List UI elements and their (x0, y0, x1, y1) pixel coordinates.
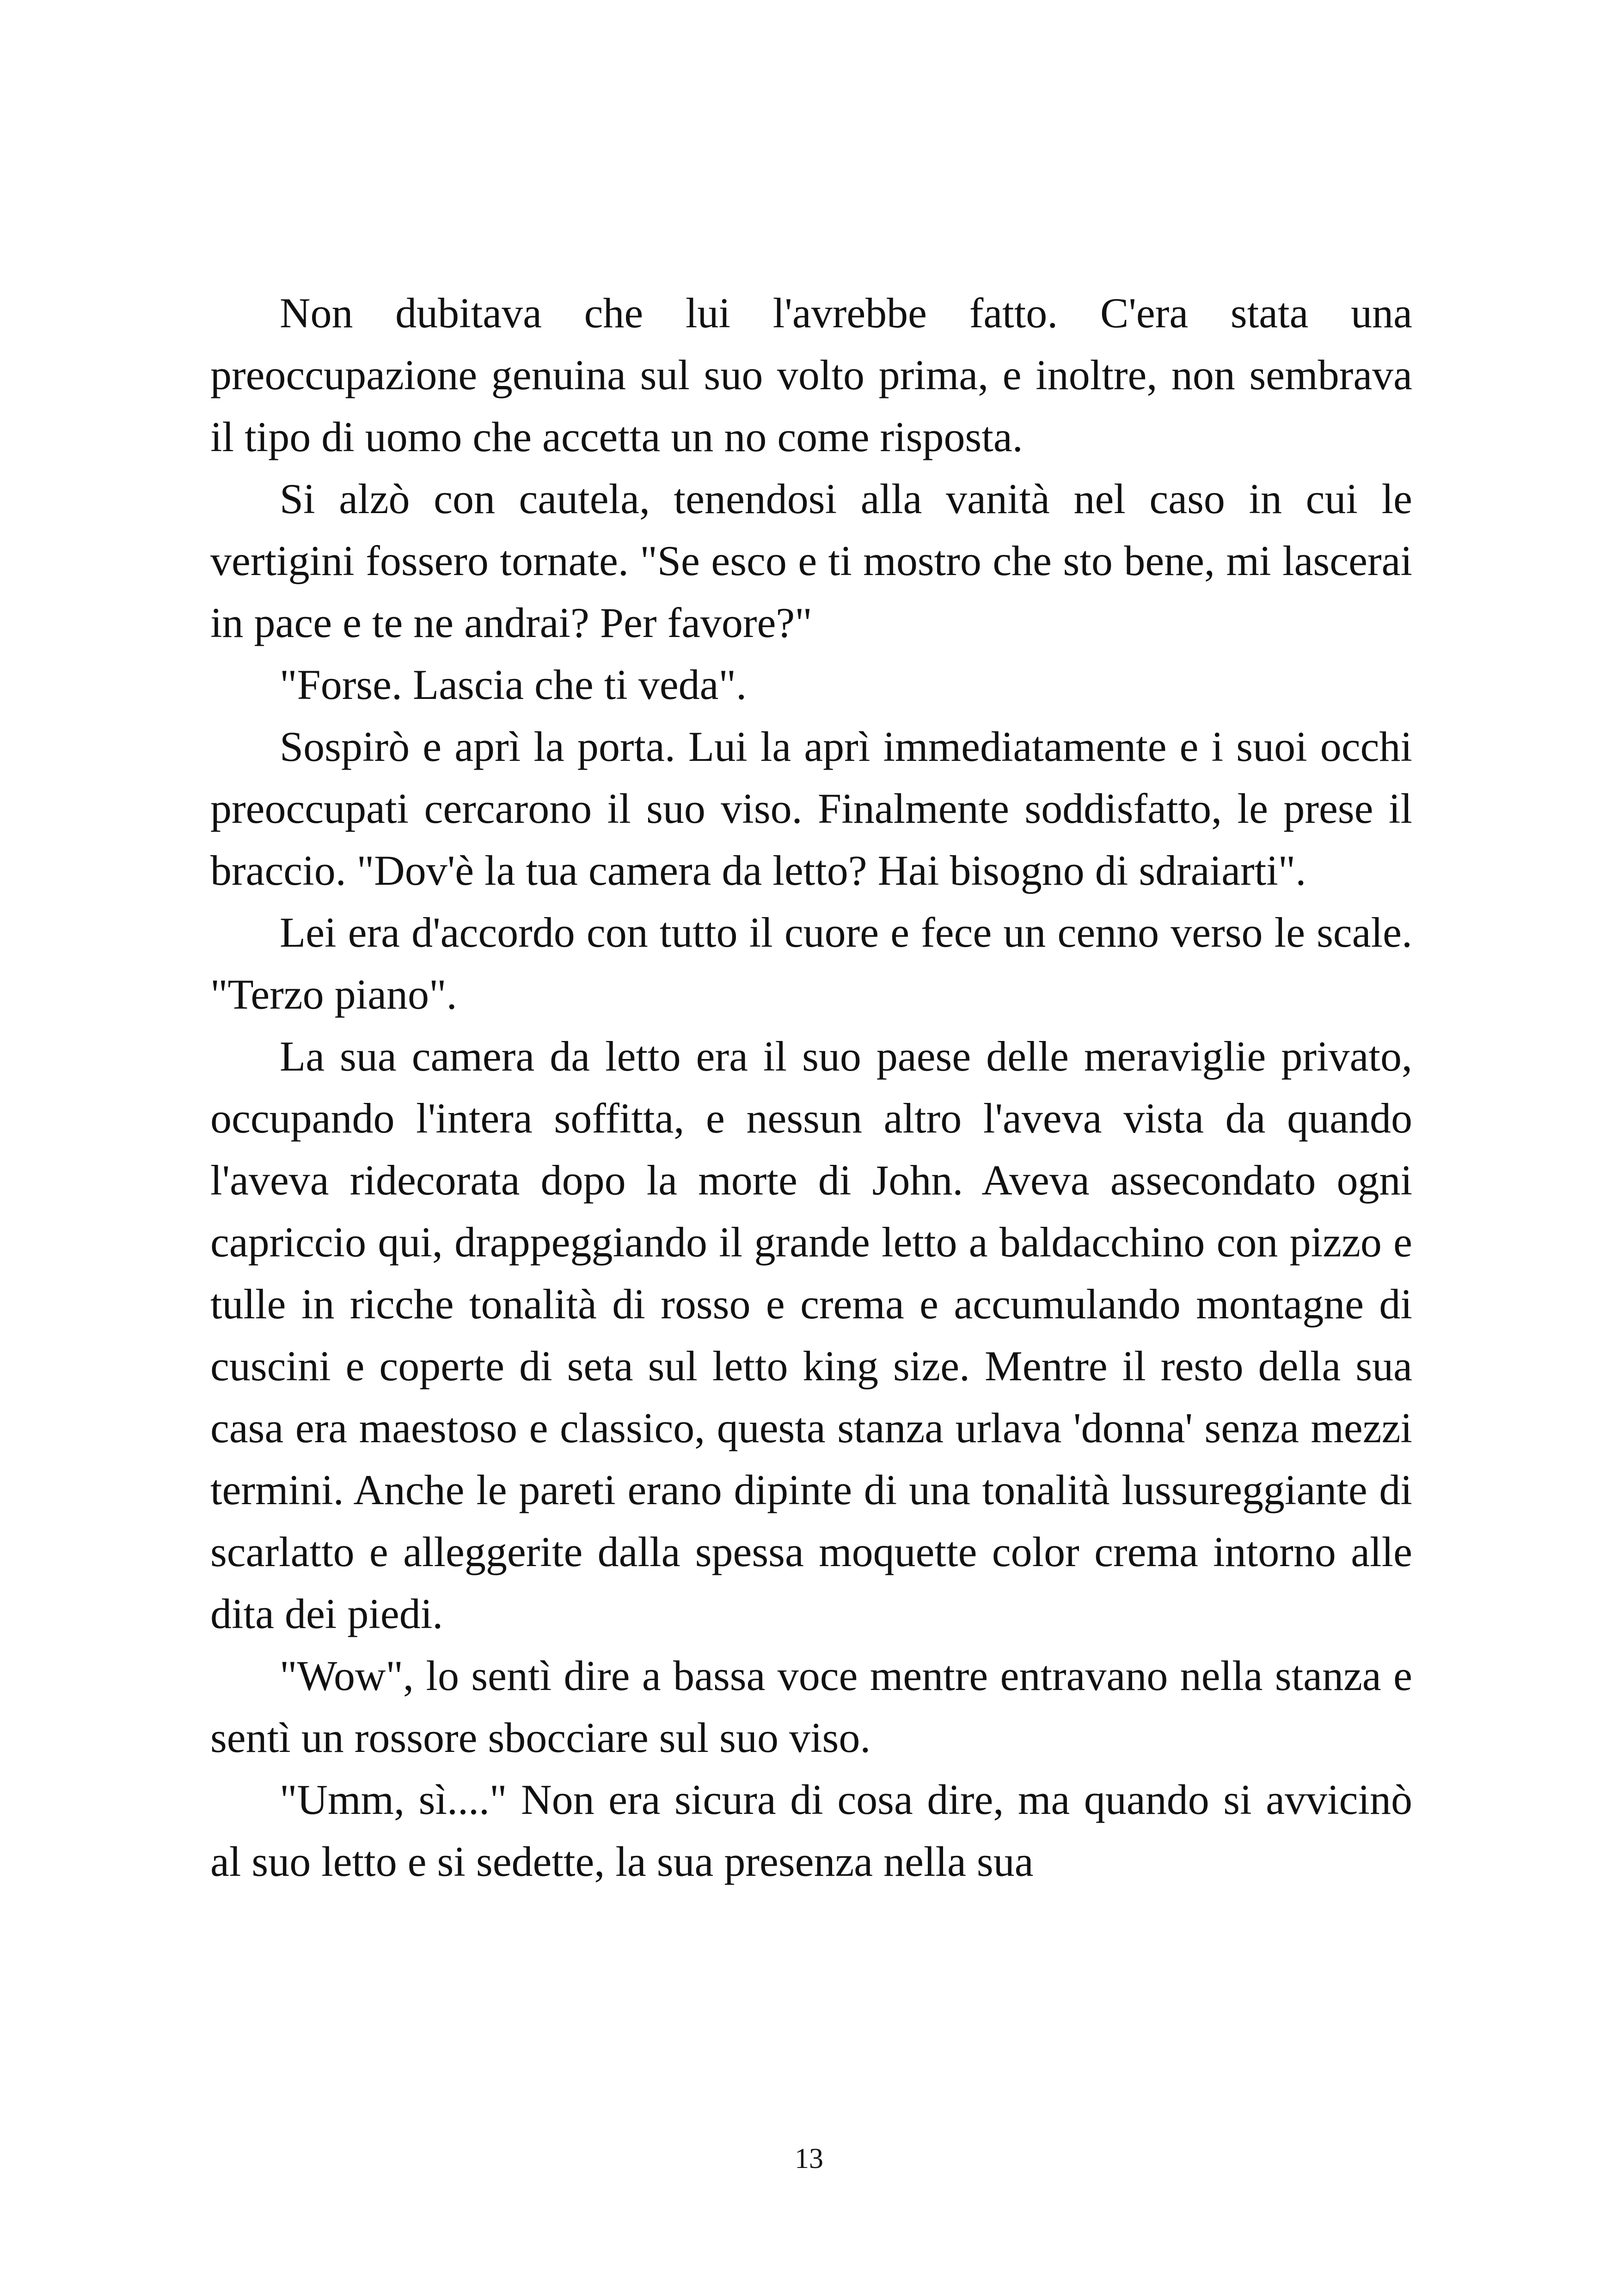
paragraph: Si alzò con cautela, tenendosi alla vanità nel caso in cui le vertigini fossero tornate. "Se esco e ti mostro che sto bene, mi lascerai in pace e te ne andrai? Per favore?" (210, 475, 1412, 646)
body-text (210, 282, 1412, 1892)
paragraph: La sua camera da letto era il suo paese delle meraviglie privato, occupando l'intera soffitta, e nessun altro l'aveva vista da quando l'aveva ridecorata dopo la morte di John. Aveva assecondato ogni capriccio qui, drappeggiando il grande letto a baldacchino con pizzo e tulle in ricche tonalità di rosso e crema e accumulando montagne di cuscini e coperte di seta sul letto king size. Mentre il resto della sua casa era maestoso e classico, questa stanza urlava 'donna' senza mezzi termini. Anche le pareti erano dipinte di una tonalità lussureggiante di scarlatto e alleggerite dalla spessa moquette color crema intorno alle dita dei piedi. (210, 1033, 1412, 1637)
paragraph: Sospirò e aprì la porta. Lui la aprì immediatamente e i suoi occhi preoccupati cercarono il suo viso. Finalmente soddisfatto, le prese il braccio. "Dov'è la tua camera da letto? Hai bisogno di sdraiarti". (210, 723, 1412, 894)
paragraph: Lei era d'accordo con tutto il cuore e fece un cenno verso le scale. "Terzo piano". (210, 909, 1412, 1018)
page-number: 13 (795, 2143, 823, 2174)
paragraph: Non dubitava che lui l'avrebbe fatto. C'era stata una preoccupazione genuina sul suo volto prima, e inoltre, non sembrava il tipo di uomo che accetta un no come risposta. (210, 289, 1412, 460)
paragraph: "Wow", lo sentì dire a bassa voce mentre entravano nella stanza e sentì un rossore sbocciare sul suo viso. (210, 1652, 1412, 1761)
paragraph: "Forse. Lascia che ti veda". (280, 661, 747, 708)
paragraph: "Umm, sì...." Non era sicura di cosa dire, ma quando si avvicinò al suo letto e si sedette, la sua presenza nella sua (210, 1776, 1412, 1885)
